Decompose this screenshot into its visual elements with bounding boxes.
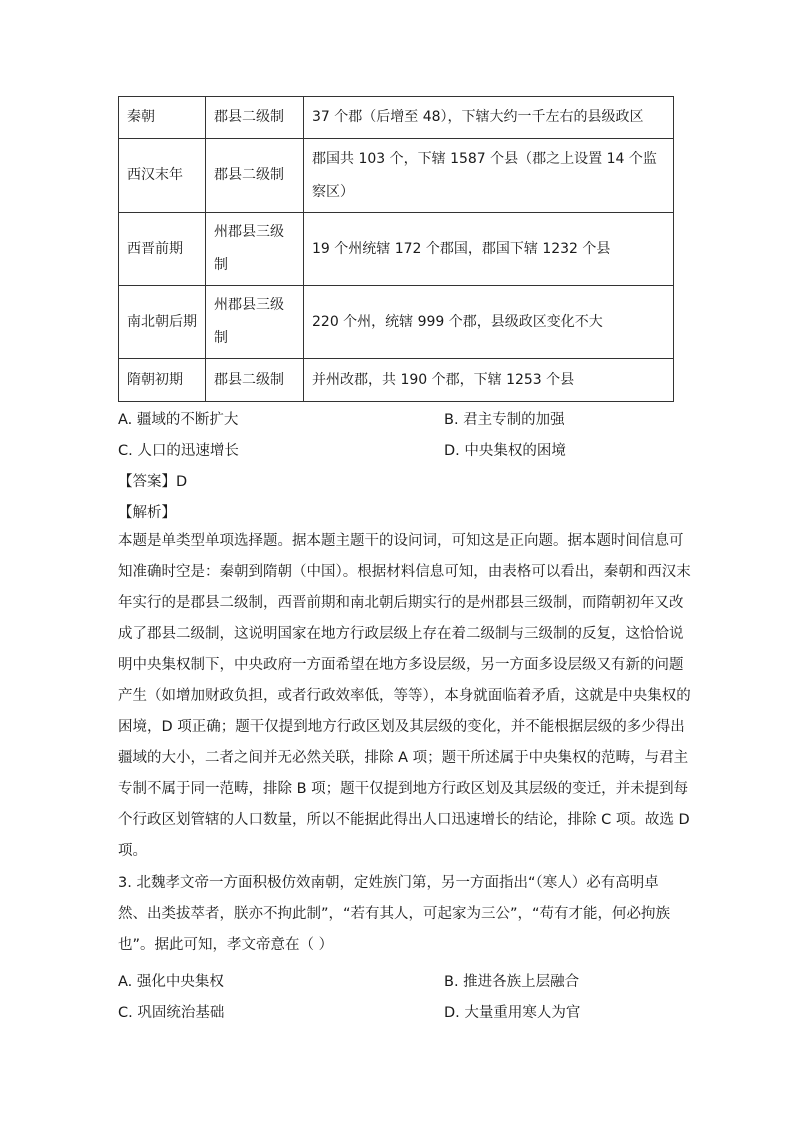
table-row	[119, 286, 674, 359]
analysis-line: 疆域的大小，二者之间并无必然关联，排除 A 项；题干所述属于中央集权的范畴，与君主	[118, 750, 689, 766]
period-cell: 南北朝后期	[119, 286, 206, 359]
period-cell: 秦朝	[119, 97, 206, 139]
q2-answer: 【答案】D	[118, 474, 188, 490]
detail-cell: 220 个州，统辖 999 个郡，县级政区变化不大	[304, 286, 674, 359]
table-row	[119, 213, 674, 286]
q2-analysis-title: 【解析】	[118, 505, 176, 521]
analysis-line: 成了郡县二级制，这说明国家在地方行政层级上存在着二级制与三级制的反复，这恰恰说	[118, 626, 684, 642]
detail-cell: 19 个州统辖 172 个郡国，郡国下辖 1232 个县	[304, 213, 674, 286]
system-cell: 郡县二级制	[206, 139, 304, 213]
detail-cell: 并州改郡，共 190 个郡，下辖 1253 个县	[304, 359, 674, 402]
analysis-line: 明中央集权制下，中央政府一方面希望在地方多设层级，另一方面多设层级又有新的问题	[118, 657, 684, 673]
detail-cell: 37 个郡（后增至 48），下辖大约一千左右的县级政区	[304, 97, 674, 139]
analysis-line: 个行政区划管辖的人口数量，所以不能据此得出人口迅速增长的结论，排除 C 项。故选 D	[118, 812, 690, 828]
q2-analysis-text	[118, 526, 691, 867]
analysis-line: 困境，D 项正确；题干仅提到地方行政区划及其层级的变化，并不能根据层级的多少得出	[118, 719, 685, 735]
q3-option-c: C. 巩固统治基础	[118, 1005, 225, 1021]
system-cell: 郡县二级制	[206, 97, 304, 139]
analysis-line: 知准确时空是：秦朝到隋朝（中国）。根据材料信息可知，由表格可以看出，秦朝和西汉末	[118, 564, 691, 580]
system-cell: 州郡县三级制	[206, 213, 304, 286]
table-row	[119, 359, 674, 402]
period-cell: 西晋前期	[119, 213, 206, 286]
period-cell: 隋朝初期	[119, 359, 206, 402]
table-row	[119, 97, 674, 139]
analysis-line: 产生（如增加财政负担，或者行政效率低，等等），本身就面临着矛盾，这就是中央集权的	[118, 688, 691, 704]
question-stem-line: 3. 北魏孝文帝一方面积极仿效南朝，定姓族门第，另一方面指出“（寒人）必有高明卓	[118, 875, 659, 891]
system-cell: 郡县二级制	[206, 359, 304, 402]
q3-option-a: A. 强化中央集权	[118, 974, 224, 990]
q2-option-d: D. 中央集权的困境	[444, 443, 566, 459]
question-stem-line: 也”。据此可知，孝文帝意在（ ）	[118, 937, 334, 953]
admin-system-table	[118, 96, 674, 402]
analysis-line: 年实行的是郡县二级制，西晋前期和南北朝后期实行的是州郡县三级制，而隋朝初年又改	[118, 595, 684, 611]
q2-option-b: B. 君主专制的加强	[444, 412, 565, 428]
q2-option-a: A. 疆域的不断扩大	[118, 412, 239, 428]
q2-option-c: C. 人口的迅速增长	[118, 443, 239, 459]
detail-cell: 郡国共 103 个，下辖 1587 个县（郡之上设置 14 个监察区）	[304, 139, 674, 213]
analysis-line: 本题是单类型单项选择题。据本题主题干的设问词，可知这是正向题。据本题时间信息可	[118, 533, 684, 549]
system-cell: 州郡县三级制	[206, 286, 304, 359]
q3-stem	[118, 868, 678, 961]
period-cell: 西汉末年	[119, 139, 206, 213]
table-row	[119, 139, 674, 213]
analysis-line: 专制不属于同一范畴，排除 B 项；题干仅提到地方行政区划及其层级的变迁，并未提到每	[118, 781, 689, 797]
analysis-line: 项。	[118, 843, 147, 859]
q3-option-d: D. 大量重用寒人为官	[444, 1005, 581, 1021]
question-stem-line: 然、出类拔萃者，朕亦不拘此制”，“若有其人，可起家为三公”，“苟有才能，何必拘族	[118, 906, 671, 922]
q3-option-b: B. 推进各族上层融合	[444, 974, 580, 990]
